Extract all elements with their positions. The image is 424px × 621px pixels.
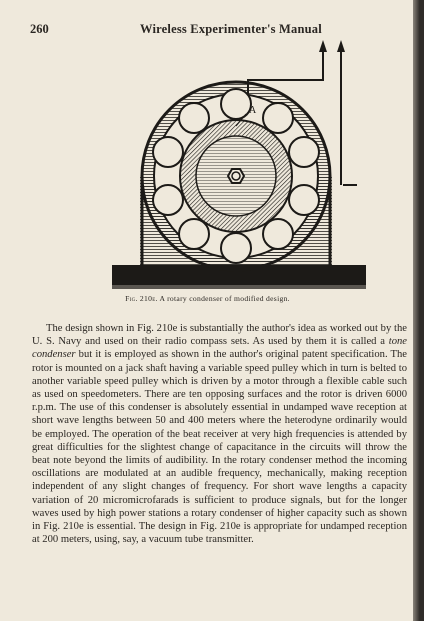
page-number: 260 — [30, 22, 49, 36]
arrow-up-icon — [319, 40, 327, 52]
caption-text: A rotary condenser of modified design. — [159, 294, 290, 303]
running-title: Wireless Experimenter's Manual — [140, 22, 322, 36]
page-edge-shadow — [413, 0, 424, 621]
paragraph: The design shown in Fig. 210e is substantially the author's idea as worked out by the U. S. Navy and used on their radio compass sets. As used by them it is called a tone condenser but it is employed as shown in the author's original patent specification. The rotor is mounted on a jack shaft having a variable speed pulley which in turn is belted to another variable speed pulley which is driven by a motor through a flexible cable such as used on speedometers. There are ten opposing surfaces and the rotor is driven 6000 r.p.m. The use of this condenser is absolutely essential in undamped wave reception at short wave lengths between 50 and 400 meters where the heterodyne ordinarily would be employed. The operation of the beat receiver at very high frequencies is attended by great difficulties for the slightest change of capacitance in the circuits will throw the beat note beyond the limits of audibility. In the rotary condenser method the incoming oscillations are modulated at an audible frequency, mechanically, making reception independent of any slight changes of frequency. For short wave lengths a capacity variation of 20 micromicrofarads is sufficient to produce signals, but for the longer waves used by high power stations a rotary condenser of higher capacity such as shown in Fig. 210e is essential. The design in Fig. 210e is appropriate for undamped reception at 200 meters, using, say, a vacuum tube transmitter. — [32, 323, 407, 546]
figure-label-a: A — [249, 105, 257, 116]
term-tone-condenser: tone condenser — [32, 336, 407, 361]
caption-label: Fig. 210e. — [125, 294, 158, 303]
figure-caption — [0, 294, 415, 303]
body-text — [32, 322, 407, 546]
rotary-condenser-figure — [0, 0, 415, 300]
arrow-up-icon — [337, 40, 345, 52]
